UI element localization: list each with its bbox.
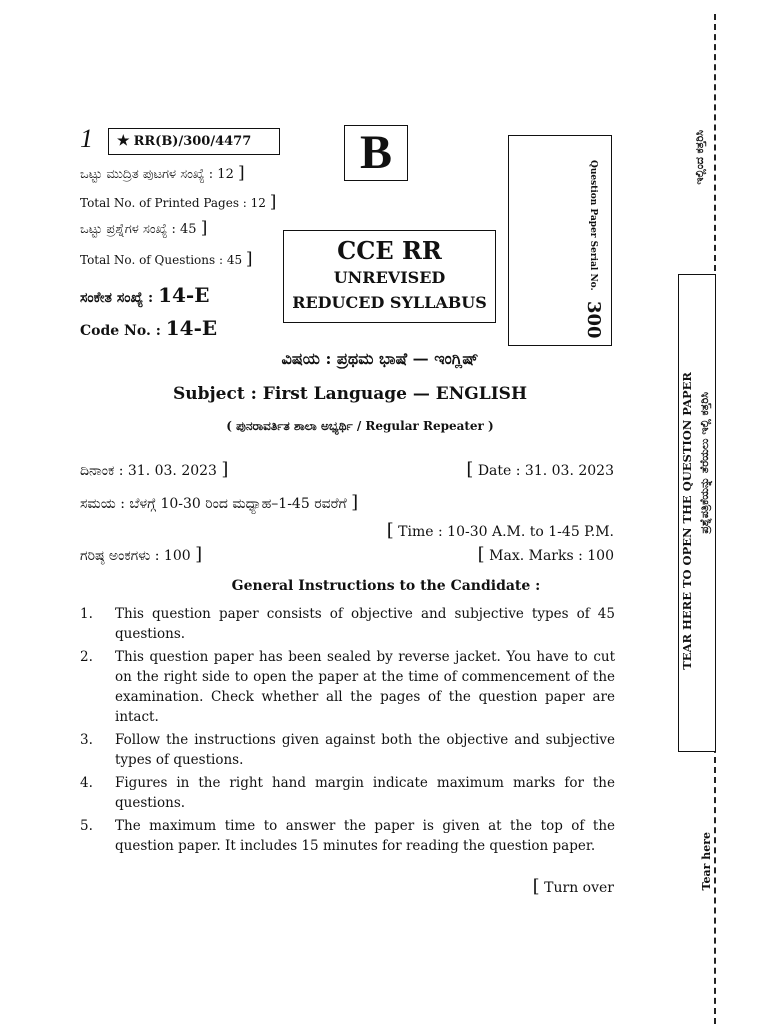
instruction-item: 3. Follow the instructions given against both the objective and subjective types of questions. [80,732,615,768]
subject-en: Subject : First Language — ENGLISH [172,384,528,404]
tear-instruction-kn: ಪ್ರಶ್ನೆಪತ್ರಿಕೆಯನ್ನು ತೆರೆಯಲು ಇಲ್ಲಿ ಕತ್ತರಿಸಿ [698,392,711,534]
questions-kn: ಒಟ್ಟು ಪ್ರಶ್ನೆಗಳ ಸಂಖ್ಯೆ : 45 ] [80,218,208,238]
exam-type-box [283,230,496,323]
date-en: [ Date : 31. 03. 2023 [466,459,614,480]
version-letter: B [344,125,408,181]
subject-kn: ವಿಷಯ : ಪ್ರಥಮ ಭಾಷೆ — ಇಂಗ್ಲಿಷ್ [281,349,479,368]
star-icon: ★ [117,133,130,149]
serial-number-box [508,135,612,346]
instruction-item: 4. Figures in the right hand margin indicate maximum marks for the questions. [80,775,615,811]
instruction-item: 2. This question paper has been sealed by reverse jacket. You have to cut on the right side to open the paper at the time of commencement of the examination. Check whether all the pages of the question paper are intact. [80,649,615,725]
date-kn: ದಿನಾಂಕ : 31. 03. 2023 ] [80,459,229,480]
instructions-title: General Instructions to the Candidate : [231,578,541,594]
turn-over: [ Turn over [532,876,614,897]
time-kn: ಸಮಯ : ಬೆಳಗ್ಗೆ 10-30 ರಿಂದ ಮಧ್ಯಾಹ–1-45 ರವರೆಗೆ ] [80,492,359,513]
paper-code-box [108,128,280,155]
tear-here-label: Tear here [700,832,713,891]
marks-kn: ಗರಿಷ್ಠ ಅಂಕಗಳು : 100 ] [80,544,203,565]
instruction-item: 1. This question paper consists of objective and subjective types of 45 questions. [80,606,615,642]
exam-line-1: UNREVISED [333,268,446,287]
marks-en: [ Max. Marks : 100 [477,544,614,565]
paper-code: RR(B)/300/4477 [133,134,252,149]
tear-instruction-en: TEAR HERE TO OPEN THE QUESTION PAPER [680,372,694,670]
serial-label: Question Paper Serial No. [588,160,598,291]
exam-line-2: REDUCED SYLLABUS [292,293,487,312]
instruction-item: 5. The maximum time to answer the paper is given at the top of the question paper. It includes 15 minutes for reading the question paper. [80,818,615,854]
code-number-en: Code No. : 14-E [80,316,218,340]
instructions-list [80,604,615,859]
serial-number: 300 [583,301,604,339]
code-number-kn: ಸಂಕೇತ ಸಂಖ್ಯೆ : 14-E [80,283,210,307]
candidate-type: ( ಪುನರಾವರ್ತಿತ ಶಾಲಾ ಅಭ್ಯರ್ಥಿ / Regular Repeater ) [226,419,494,433]
printed-pages-en: Total No. of Printed Pages : 12 ] [80,192,277,212]
questions-en: Total No. of Questions : 45 ] [80,249,253,269]
cut-here-kn: ಇಲ್ಲಿಂದ ಕತ್ತರಿಸಿ [693,130,706,185]
exam-title: CCE RR [337,236,442,265]
page-number: 1 [80,124,93,153]
printed-pages-kn: ಒಟ್ಟು ಮುದ್ರಿತ ಪುಟಗಳ ಸಂಖ್ಯೆ : 12 ] [80,163,245,183]
time-en: [ Time : 10-30 A.M. to 1-45 P.M. [386,520,614,541]
